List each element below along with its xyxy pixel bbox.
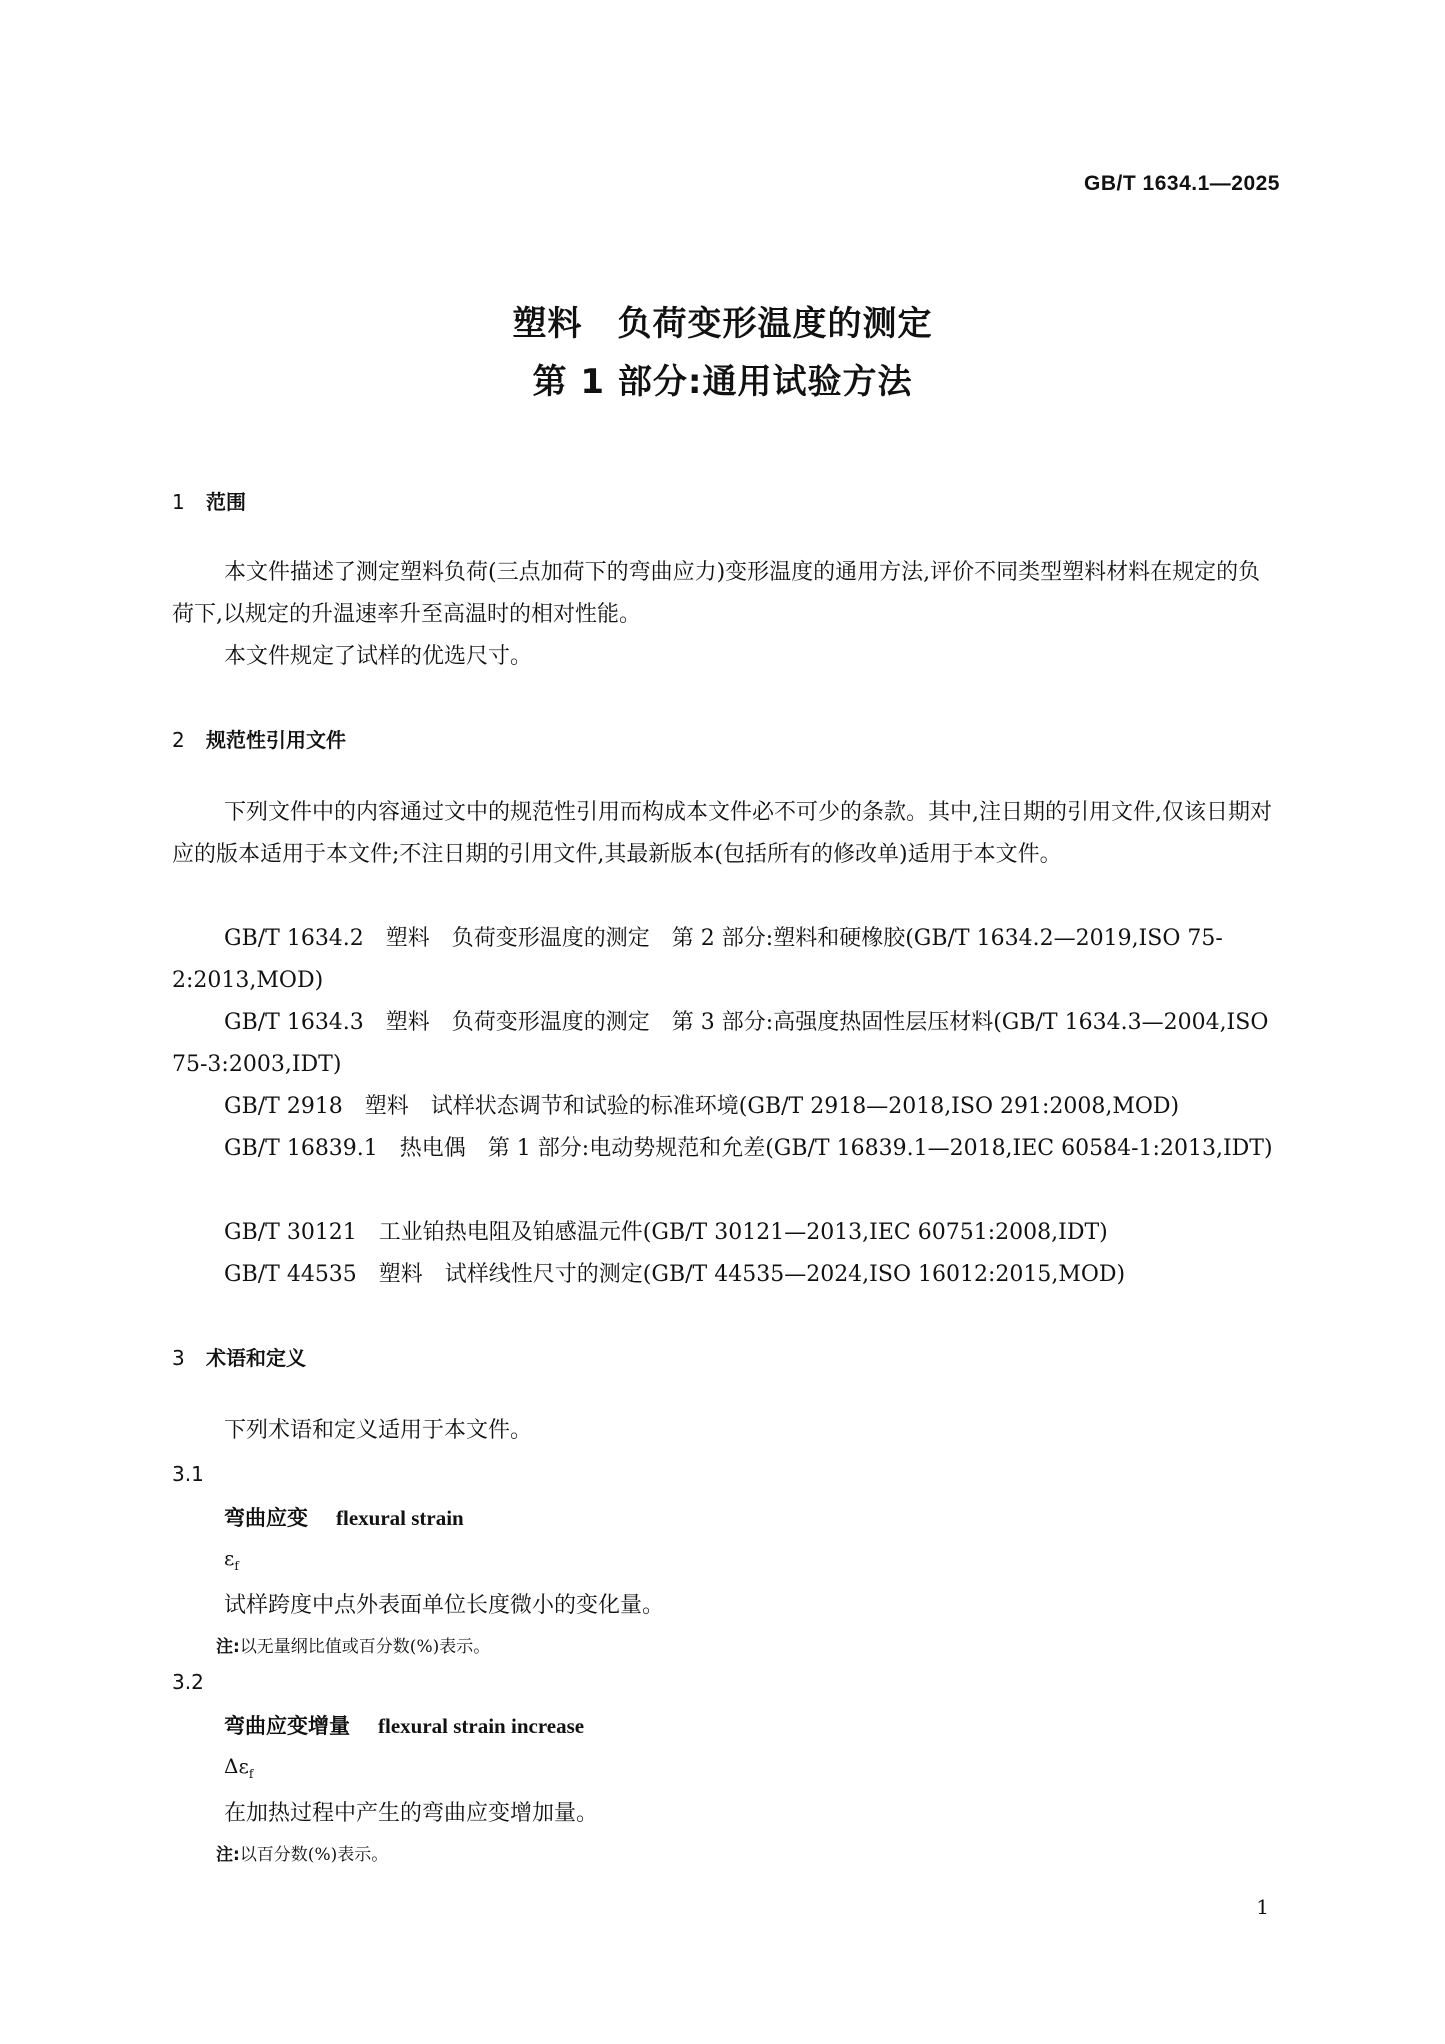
term-number: 3.2 bbox=[172, 1670, 204, 1694]
term-definition: 在加热过程中产生的弯曲应变增加量。 bbox=[224, 1801, 599, 1826]
term-symbol bbox=[224, 1546, 239, 1573]
note-label: 注: bbox=[216, 1845, 240, 1865]
note-label: 注: bbox=[216, 1637, 240, 1657]
symbol-main: Δε bbox=[224, 1754, 249, 1778]
document-id: GB/T 1634.1—2025 bbox=[1084, 172, 1280, 195]
section-3-heading bbox=[172, 1342, 306, 1371]
symbol-subscript: f bbox=[248, 1767, 254, 1781]
scope-paragraph-1: 本文件描述了测定塑料负荷(三点加荷下的弯曲应力)变形温度的通用方法,评价不同类型塑料材料在规定的负荷下,以规定的升温速率升至高温时的相对性能。 bbox=[172, 560, 1261, 627]
note-text: 以无量纲比值或百分数(%)表示。 bbox=[239, 1637, 491, 1657]
section-2-heading bbox=[172, 724, 346, 753]
term-name bbox=[224, 1502, 464, 1532]
title-line-1: 塑料 负荷变形温度的测定 bbox=[512, 304, 933, 344]
section-title: 术语和定义 bbox=[206, 1346, 306, 1370]
reference-item: GB/T 2918 塑料 试样状态调节和试验的标准环境(GB/T 2918—2018,ISO 291:2008,MOD) bbox=[224, 1094, 1180, 1119]
reference-item: GB/T 1634.3 塑料 负荷变形温度的测定 第 3 部分:高强度热固性层压材料(GB/T 1634.3—2004,ISO 75-3:2003,IDT) bbox=[172, 1010, 1269, 1077]
section-1-heading bbox=[172, 486, 246, 515]
section-number: 1 bbox=[172, 490, 185, 514]
scope-paragraph-2: 本文件规定了试样的优选尺寸。 bbox=[224, 644, 533, 669]
references-intro: 下列文件中的内容通过文中的规范性引用而构成本文件必不可少的条款。其中,注日期的引用文件,仅该日期对应的版本适用于本文件;不注日期的引用文件,其最新版本(包括所有的修改单)适用于本文件。 bbox=[172, 800, 1272, 867]
term-note bbox=[216, 1632, 490, 1657]
terms-intro: 下列术语和定义适用于本文件。 bbox=[224, 1418, 533, 1443]
page-number: 1 bbox=[1256, 1895, 1269, 1919]
term-symbol bbox=[224, 1754, 253, 1781]
term-english: flexural strain increase bbox=[378, 1714, 585, 1738]
term-english: flexural strain bbox=[336, 1506, 464, 1530]
term-name bbox=[224, 1710, 584, 1740]
term-chinese: 弯曲应变 bbox=[224, 1505, 308, 1530]
reference-item: GB/T 16839.1 热电偶 第 1 部分:电动势规范和允差(GB/T 16839.1—2018,IEC 60584-1:2013,IDT) bbox=[224, 1136, 1273, 1161]
term-definition: 试样跨度中点外表面单位长度微小的变化量。 bbox=[224, 1593, 665, 1618]
section-number: 2 bbox=[172, 728, 185, 752]
title-line-2: 第 1 部分:通用试验方法 bbox=[532, 362, 913, 402]
section-number: 3 bbox=[172, 1346, 185, 1370]
reference-item: GB/T 44535 塑料 试样线性尺寸的测定(GB/T 44535—2024,ISO 16012:2015,MOD) bbox=[224, 1262, 1126, 1287]
term-chinese: 弯曲应变增量 bbox=[224, 1713, 350, 1738]
section-title: 范围 bbox=[206, 490, 246, 514]
section-title: 规范性引用文件 bbox=[206, 728, 346, 752]
reference-item: GB/T 30121 工业铂热电阻及铂感温元件(GB/T 30121—2013,IEC 60751:2008,IDT) bbox=[224, 1220, 1108, 1245]
note-text: 以百分数(%)表示。 bbox=[239, 1845, 389, 1865]
reference-item: GB/T 1634.2 塑料 负荷变形温度的测定 第 2 部分:塑料和硬橡胶(GB/T 1634.2—2019,ISO 75-2:2013,MOD) bbox=[172, 926, 1223, 993]
term-number: 3.1 bbox=[172, 1462, 204, 1486]
symbol-main: ε bbox=[224, 1546, 235, 1570]
term-note bbox=[216, 1840, 388, 1865]
symbol-subscript: f bbox=[234, 1559, 239, 1573]
